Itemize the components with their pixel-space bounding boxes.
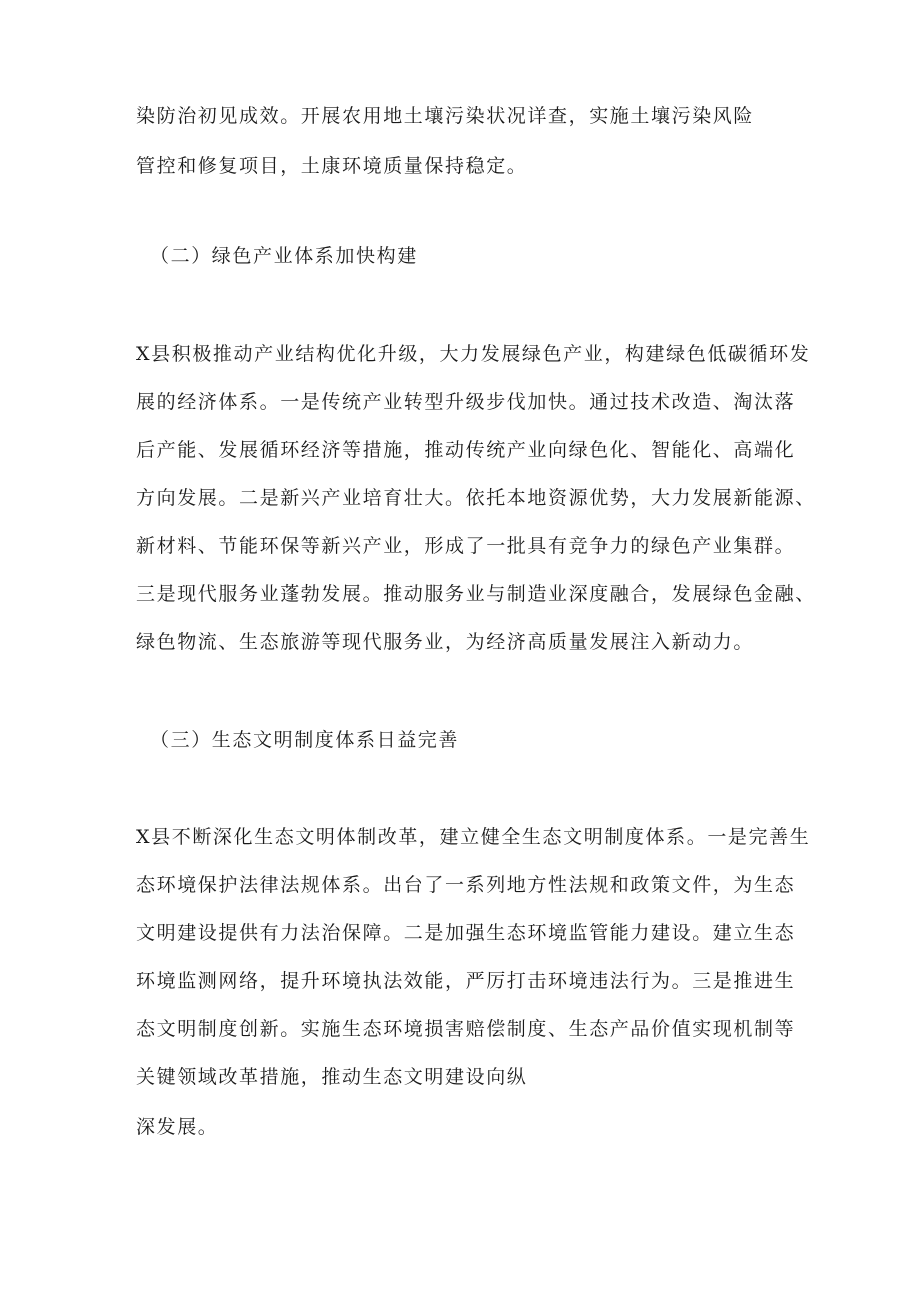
paragraph-line: X县积极推动产业结构优化升级，大力发展绿色产业，构建绿色低碳循环发 [136,343,811,365]
paragraph-line: 管控和修复项目，土康环境质量保持稳定。 [136,155,528,177]
paragraph-line: 后产能、发展循环经济等措施，推动传统产业向绿色化、智能化、高端化 [136,439,796,461]
paragraph-line: 三是现代服务业蓬勃发展。推动服务业与制造业深度融合，发展绿色金融、 [136,583,816,605]
paragraph-line: 环境监测网络，提升环境执法效能，严厉打击环境违法行为。三是推进生 [136,970,796,992]
paragraph-line: 态文明制度创新。实施生态环境损害赔偿制度、生态产品价值实现机制等 [136,1018,796,1040]
paragraph-line: 深发展。 [136,1116,219,1138]
section-heading-2: （二）绿色产业体系加快构建 [150,245,418,267]
paragraph-line: 展的经济体系。一是传统产业转型升级步伐加快。通过技术改造、淘汰落 [136,391,796,413]
paragraph-line: X县不断深化生态文明体制改革，建立健全生态文明制度体系。一是完善生 [136,826,811,848]
section-heading-3: （三）生态文明制度体系日益完善 [150,729,460,751]
paragraph-line: 文明建设提供有力法治保障。二是加强生态环境监管能力建设。建立生态 [136,922,796,944]
paragraph-line: 态环境保护法律法规体系。出台了一系列地方性法规和政策文件，为生态 [136,874,796,896]
paragraph-line: 关键领域改革措施，推动生态文明建设向纵 [136,1066,528,1088]
paragraph-line: 染防治初见成效。开展农用地土壤污染状况详查，实施土壤污染风险 [136,105,755,127]
paragraph-line: 新材料、节能环保等新兴产业，形成了一批具有竞争力的绿色产业集群。 [136,535,796,557]
paragraph-line: 方向发展。二是新兴产业培育壮大。依托本地资源优势，大力发展新能源、 [136,487,816,509]
paragraph-line: 绿色物流、生态旅游等现代服务业，为经济高质量发展注入新动力。 [136,631,755,653]
